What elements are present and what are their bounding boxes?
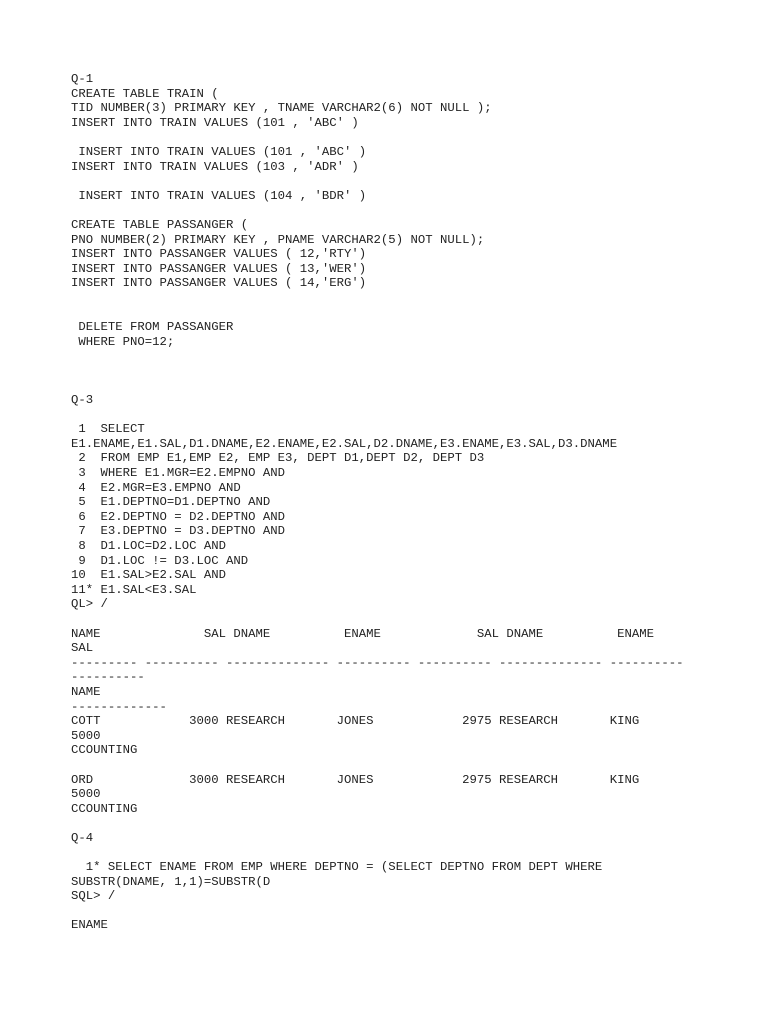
text-line: 6 E2.DEPTNO = D2.DEPTNO AND <box>71 509 286 524</box>
text-line <box>71 758 711 773</box>
text-line: QL> / <box>71 597 108 612</box>
text-line: 5000 <box>71 787 101 802</box>
text-line: INSERT INTO TRAIN VALUES (101 , 'ABC' ) <box>71 115 359 130</box>
text-line: ENAME <box>71 918 108 933</box>
text-line: 11* E1.SAL<E3.SAL <box>71 582 197 597</box>
text-line: CCOUNTING <box>71 801 138 816</box>
text-line: 10 E1.SAL>E2.SAL AND <box>71 568 226 583</box>
text-line: DELETE FROM PASSANGER <box>71 320 234 335</box>
text-line: Q-3 <box>71 393 94 408</box>
text-line <box>71 408 711 423</box>
text-line: 2 FROM EMP E1,EMP E2, EMP E3, DEPT D1,DEPT D2, DEPT D3 <box>71 451 485 466</box>
text-line <box>71 845 711 860</box>
text-line: ---------- <box>71 670 145 685</box>
text-line: 5000 <box>71 728 101 743</box>
text-line <box>71 364 711 379</box>
text-line: NAME <box>71 684 101 699</box>
text-line <box>71 203 711 218</box>
text-line: 8 D1.LOC=D2.LOC AND <box>71 539 226 553</box>
text-line: 5 E1.DEPTNO=D1.DEPTNO AND <box>71 495 271 510</box>
text-line: INSERT INTO PASSANGER VALUES ( 12,'RTY') <box>71 247 367 262</box>
text-line <box>71 291 711 306</box>
text-line: CREATE TABLE PASSANGER ( <box>71 217 249 232</box>
text-line: INSERT INTO TRAIN VALUES (104 , 'BDR' ) <box>71 188 367 203</box>
text-line: COTT 3000 RESEARCH JONES 2975 RESEARCH KING <box>71 714 640 729</box>
text-line: PNO NUMBER(2) PRIMARY KEY , PNAME VARCHAR2(5) NOT NULL); <box>71 232 485 247</box>
text-line: NAME SAL DNAME ENAME SAL DNAME ENAME <box>71 626 654 641</box>
text-line: 4 E2.MGR=E3.EMPNO AND <box>71 480 241 495</box>
text-line: Q-4 <box>71 830 94 845</box>
text-line: 1 SELECT <box>71 422 145 437</box>
text-line: Q-1 <box>71 72 94 86</box>
text-line: TID NUMBER(3) PRIMARY KEY , TNAME VARCHAR2(6) NOT NULL ); <box>71 101 492 116</box>
text-line: INSERT INTO TRAIN VALUES (101 , 'ABC' ) <box>71 144 367 159</box>
text-line: INSERT INTO PASSANGER VALUES ( 13,'WER') <box>71 261 367 276</box>
text-line <box>71 816 711 831</box>
text-line <box>71 349 711 364</box>
text-line <box>71 174 711 189</box>
text-line <box>71 306 711 321</box>
text-line: SAL <box>71 641 94 656</box>
text-line: 9 D1.LOC != D3.LOC AND <box>71 553 249 568</box>
text-line: 3 WHERE E1.MGR=E2.EMPNO AND <box>71 466 286 481</box>
text-line: CREATE TABLE TRAIN ( <box>71 86 219 101</box>
text-line <box>71 378 711 393</box>
text-line: ------------- <box>71 699 167 714</box>
text-line: 1* SELECT ENAME FROM EMP WHERE DEPTNO = (SELECT DEPTNO FROM DEPT WHERE <box>71 860 603 875</box>
text-line: E1.ENAME,E1.SAL,D1.DNAME,E2.ENAME,E2.SAL,D2.DNAME,E3.ENAME,E3.SAL,D3.DNAME <box>71 436 618 451</box>
text-line: INSERT INTO PASSANGER VALUES ( 14,'ERG') <box>71 276 367 291</box>
text-line: ORD 3000 RESEARCH JONES 2975 RESEARCH KING <box>71 772 640 787</box>
text-line: --------- ---------- -------------- ---------- ---------- -------------- ---------- <box>71 655 684 670</box>
text-line: 7 E3.DEPTNO = D3.DEPTNO AND <box>71 524 286 539</box>
text-line <box>71 612 711 627</box>
text-line: SUBSTR(DNAME, 1,1)=SUBSTR(D <box>71 874 271 889</box>
text-line <box>71 130 711 145</box>
text-line: CCOUNTING <box>71 743 138 758</box>
document-page <box>71 72 711 933</box>
text-line: INSERT INTO TRAIN VALUES (103 , 'ADR' ) <box>71 159 359 174</box>
text-line: SQL> / <box>71 889 116 904</box>
text-line <box>71 904 711 919</box>
text-line: WHERE PNO=12; <box>71 334 175 349</box>
